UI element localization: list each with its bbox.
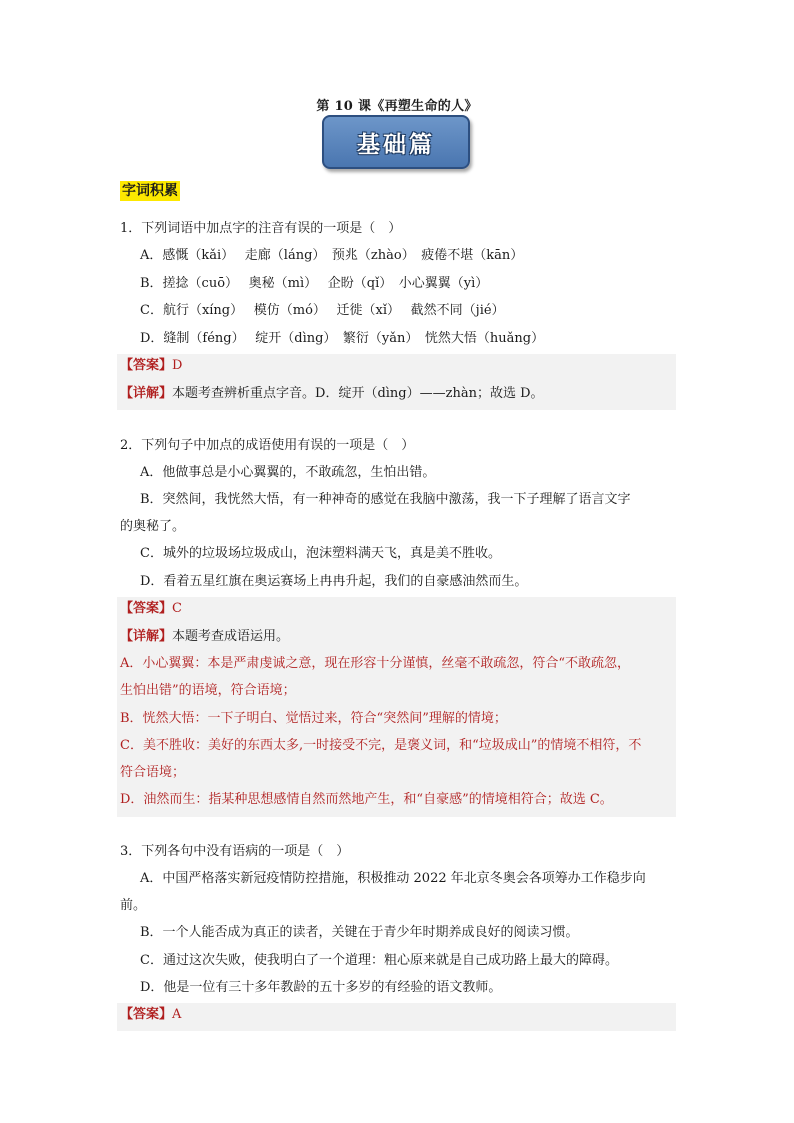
question-2-answer	[120, 600, 182, 618]
question-3-stem: 3．下列各句中没有语病的一项是（ ）	[120, 844, 350, 859]
question-3-option-d: D．他是一位有三十多年教龄的五十多岁的有经验的语文教师。	[140, 980, 502, 995]
question-2-option-d: D．看着五星红旗在奥运赛场上冉冉升起，我们的自豪感油然而生。	[140, 574, 528, 589]
detail-tag: 【详解】	[120, 629, 173, 644]
explanation-a-line2: 生怕出错”的语境，符合语境；	[120, 683, 296, 698]
explanation-c-line1: C．美不胜收：美好的东西太多,一时接受不完，是褒义词，和“垃圾成山”的情境不相符，不	[120, 738, 642, 753]
answer-tag: 【答案】	[120, 1007, 173, 1022]
answer-value: C	[172, 601, 182, 616]
answer-tag: 【答案】	[120, 601, 173, 616]
question-3-answer-block	[117, 1003, 676, 1031]
lesson-title: 第 10 课《再塑生命的人》	[316, 99, 478, 114]
explanation-d: D．油然而生：指某种思想感情自然而然地产生，和“自豪感”的情境相符合；故选 C。	[120, 792, 613, 807]
detail-text: 本题考查辨析重点字音。D．绽开（dìng）——zhàn；故选 D。	[172, 386, 544, 401]
question-1-answer	[120, 357, 182, 375]
question-3-answer	[120, 1006, 181, 1024]
question-2-option-a: A．他做事总是小心翼翼的，不敢疏忽，生怕出错。	[140, 465, 436, 480]
question-2-stem: 2．下列句子中加点的成语使用有误的一项是（ ）	[120, 438, 415, 453]
detail-text: 本题考查成语运用。	[172, 629, 290, 644]
question-2-option-b-line1: B．突然间，我恍然大悟，有一种神奇的感觉在我脑中激荡，我一下子理解了语言文字	[140, 492, 631, 507]
question-1-option-a: A．感慨（kǎi） 走廊（láng） 预兆（zhào） 疲倦不堪（kān）	[140, 248, 524, 263]
question-1-stem: 1．下列词语中加点字的注音有误的一项是（ ）	[120, 221, 402, 236]
explanation-b: B．恍然大悟：一下子明白、觉悟过来，符合“突然间”理解的情境；	[120, 711, 507, 726]
level-badge: 基础篇	[322, 115, 470, 169]
explanation-c-line2: 符合语境；	[120, 765, 186, 780]
section-heading: 字词积累	[122, 183, 178, 199]
question-2-option-b-line2: 的奥秘了。	[120, 519, 186, 534]
question-3-option-b: B．一个人能否成为真正的读者，关键在于青少年时期养成良好的阅读习惯。	[140, 925, 579, 940]
answer-value: D	[172, 358, 183, 373]
answer-tag: 【答案】	[120, 358, 173, 373]
question-2-option-c: C．城外的垃圾场垃圾成山，泡沫塑料满天飞，真是美不胜收。	[140, 546, 501, 561]
answer-value: A	[172, 1007, 182, 1022]
question-1-option-c: C．航行（xíng） 模仿（mó） 迁徙（xǐ） 截然不同（jié）	[140, 303, 505, 318]
explanation-a-line1: A．小心翼翼：本是严肃虔诚之意，现在形容十分谨慎，丝毫不敢疏忽，符合“不敢疏忽，	[120, 656, 631, 671]
question-1-detail	[120, 385, 544, 403]
question-3-option-a-line1: A．中国严格落实新冠疫情防控措施，积极推动 2022 年北京冬奥会各项筹办工作稳步向	[140, 871, 646, 886]
question-2-detail	[120, 628, 289, 646]
detail-tag: 【详解】	[120, 386, 173, 401]
question-1-option-b: B．搓捻（cuō） 奥秘（mì） 企盼（qǐ） 小心翼翼（yì）	[140, 276, 489, 291]
question-3-option-c: C．通过这次失败，使我明白了一个道理：粗心原来就是自己成功路上最大的障碍。	[140, 953, 618, 968]
question-3-option-a-line2: 前。	[120, 898, 147, 913]
question-1-option-d: D．缝制（féng） 绽开（dìng） 繁衍（yǎn） 恍然大悟（huǎng）	[140, 331, 545, 346]
